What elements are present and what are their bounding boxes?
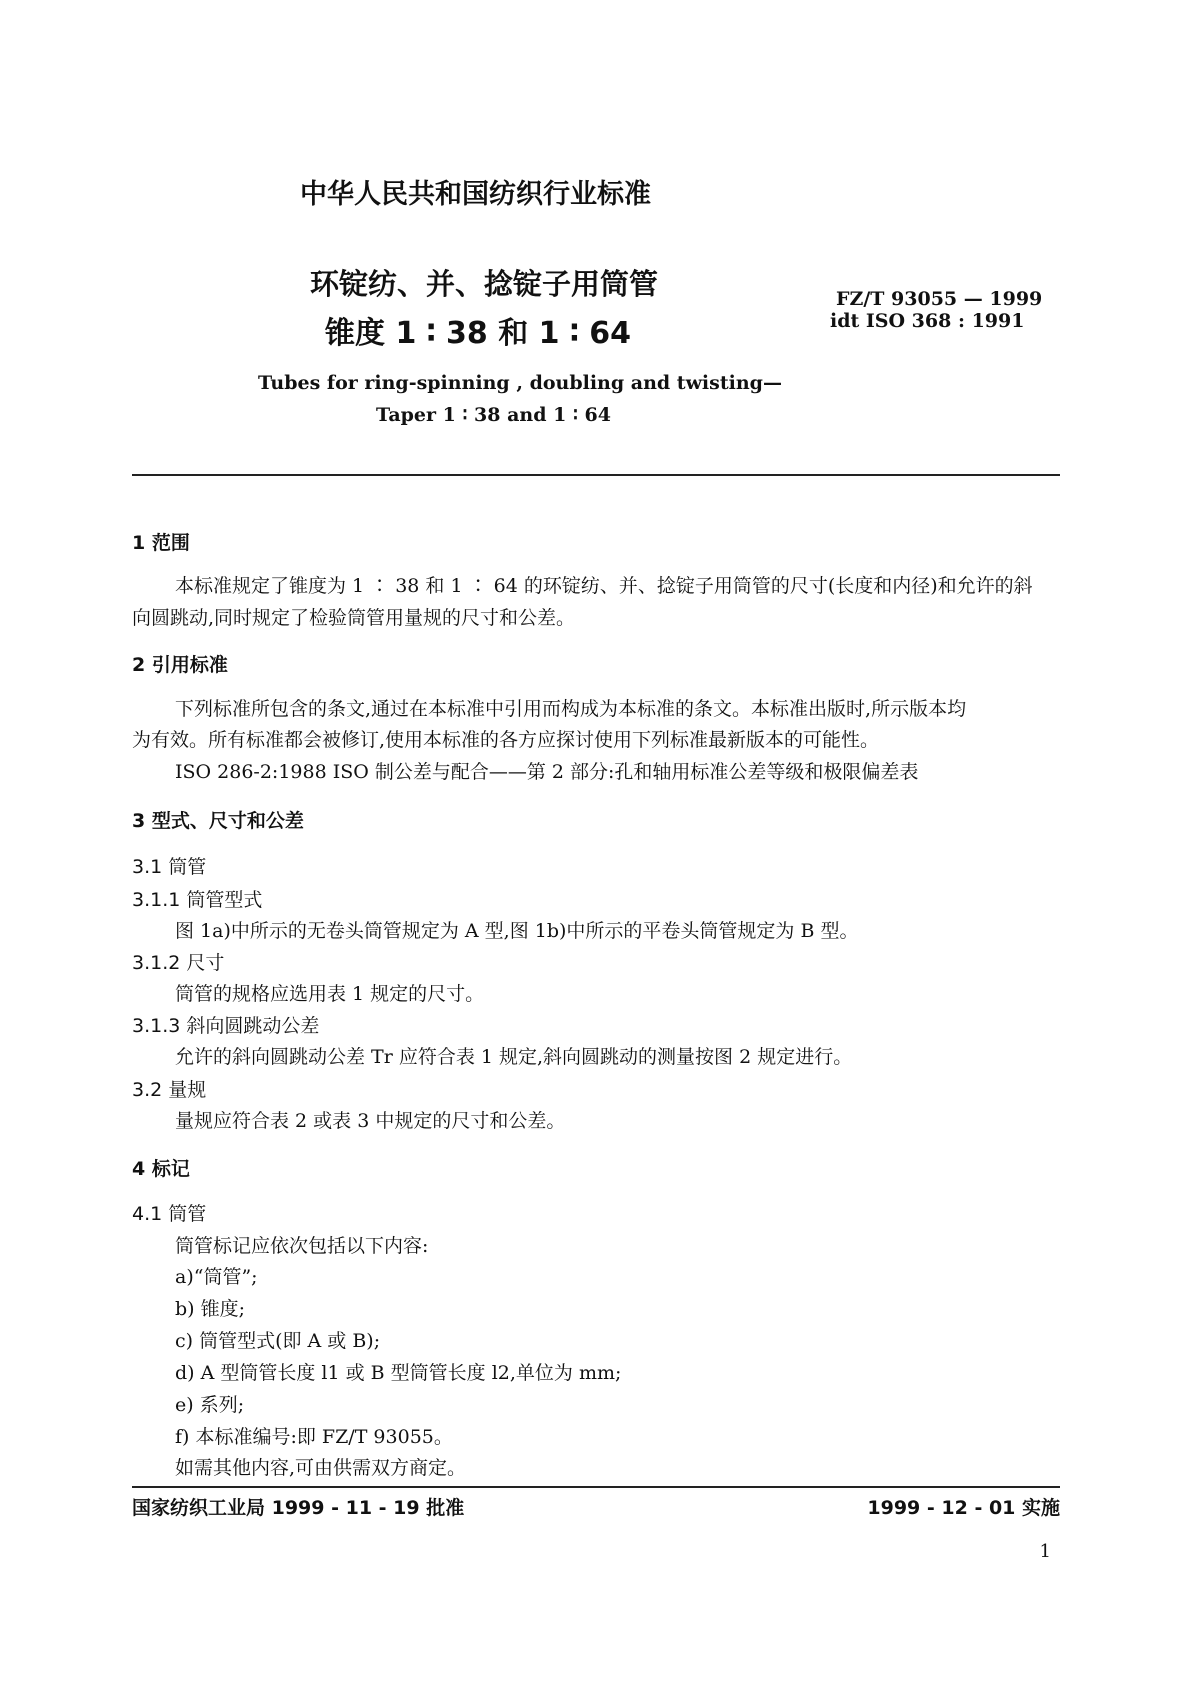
section-1-heading: 1 范围 [132, 532, 190, 554]
section-3-1-1-heading: 3.1.1 筒管型式 [132, 889, 263, 911]
section-3-1-3-text: 允许的斜向圆跳动公差 Tr 应符合表 1 规定,斜向圆跳动的测量按图 2 规定进行。 [175, 1046, 853, 1068]
section-3-1-2-heading: 3.1.2 尺寸 [132, 952, 225, 974]
section-3-1-3-heading: 3.1.3 斜向圆跳动公差 [132, 1015, 320, 1037]
section-2-heading: 2 引用标准 [132, 654, 228, 676]
section-4-1-closing: 如需其他内容,可由供需双方商定。 [175, 1457, 467, 1479]
section-2-paragraph-line2: 为有效。所有标准都会被修订,使用本标准的各方应探讨使用下列标准最新版本的可能性。 [132, 729, 880, 751]
section-3-1-2-text: 筒管的规格应选用表 1 规定的尺寸。 [175, 983, 485, 1005]
document-title-en-line2: Taper 1 ∶ 38 and 1 ∶ 64 [376, 404, 611, 426]
document-title-en-line1: Tubes for ring-spinning , doubling and twisting— [258, 372, 782, 394]
section-1-paragraph-line1: 本标准规定了锥度为 1 ∶ 38 和 1 ∶ 64 的环锭纺、并、捻锭子用筒管的尺寸(长度和内径)和允许的斜 [175, 575, 1033, 597]
standard-number: FZ/T 93055 — 1999 [836, 288, 1043, 310]
section-1-paragraph-line2: 向圆跳动,同时规定了检验筒管用量规的尺寸和公差。 [132, 607, 576, 629]
section-4-1-intro: 筒管标记应依次包括以下内容: [175, 1235, 429, 1257]
section-3-1-1-text: 图 1a)中所示的无卷头筒管规定为 A 型,图 1b)中所示的平卷头筒管规定为 B 型。 [175, 920, 859, 942]
marking-item: b) 锥度; [175, 1298, 246, 1320]
approval-date: 国家纺织工业局 1999 - 11 - 19 批准 [132, 1497, 465, 1519]
marking-item: e) 系列; [175, 1394, 245, 1416]
section-3-heading: 3 型式、尺寸和公差 [132, 810, 304, 832]
marking-item: c) 筒管型式(即 A 或 B); [175, 1330, 381, 1352]
section-4-1-heading: 4.1 筒管 [132, 1203, 207, 1225]
footer-divider [132, 1486, 1060, 1488]
marking-item: f) 本标准编号:即 FZ/T 93055。 [175, 1426, 453, 1448]
referenced-standard-iso-286-2: ISO 286-2:1988 ISO 制公差与配合——第 2 部分:孔和轴用标准公差等级和极限偏差表 [175, 761, 919, 783]
section-3-2-text: 量规应符合表 2 或表 3 中规定的尺寸和公差。 [175, 1110, 566, 1132]
marking-item: d) A 型筒管长度 l1 或 B 型筒管长度 l2,单位为 mm; [175, 1362, 622, 1384]
idt-reference: idt ISO 368 : 1991 [830, 310, 1025, 332]
effective-date: 1999 - 12 - 01 实施 [867, 1497, 1060, 1519]
section-4-heading: 4 标记 [132, 1158, 190, 1180]
section-2-paragraph-line1: 下列标准所包含的条文,通过在本标准中引用而构成为本标准的条文。本标准出版时,所示版本均 [175, 698, 967, 720]
marking-item: a)“筒管”; [175, 1266, 258, 1288]
page-number: 1 [1039, 1541, 1051, 1562]
section-3-1-heading: 3.1 筒管 [132, 856, 207, 878]
header-divider [132, 474, 1060, 476]
document-title-cn-line1: 环锭纺、并、捻锭子用筒管 [310, 267, 659, 301]
standard-category-title: 中华人民共和国纺织行业标准 [300, 179, 651, 210]
document-title-cn-line2: 锥度 1 ∶ 38 和 1 ∶ 64 [325, 316, 631, 351]
section-3-2-heading: 3.2 量规 [132, 1079, 207, 1101]
